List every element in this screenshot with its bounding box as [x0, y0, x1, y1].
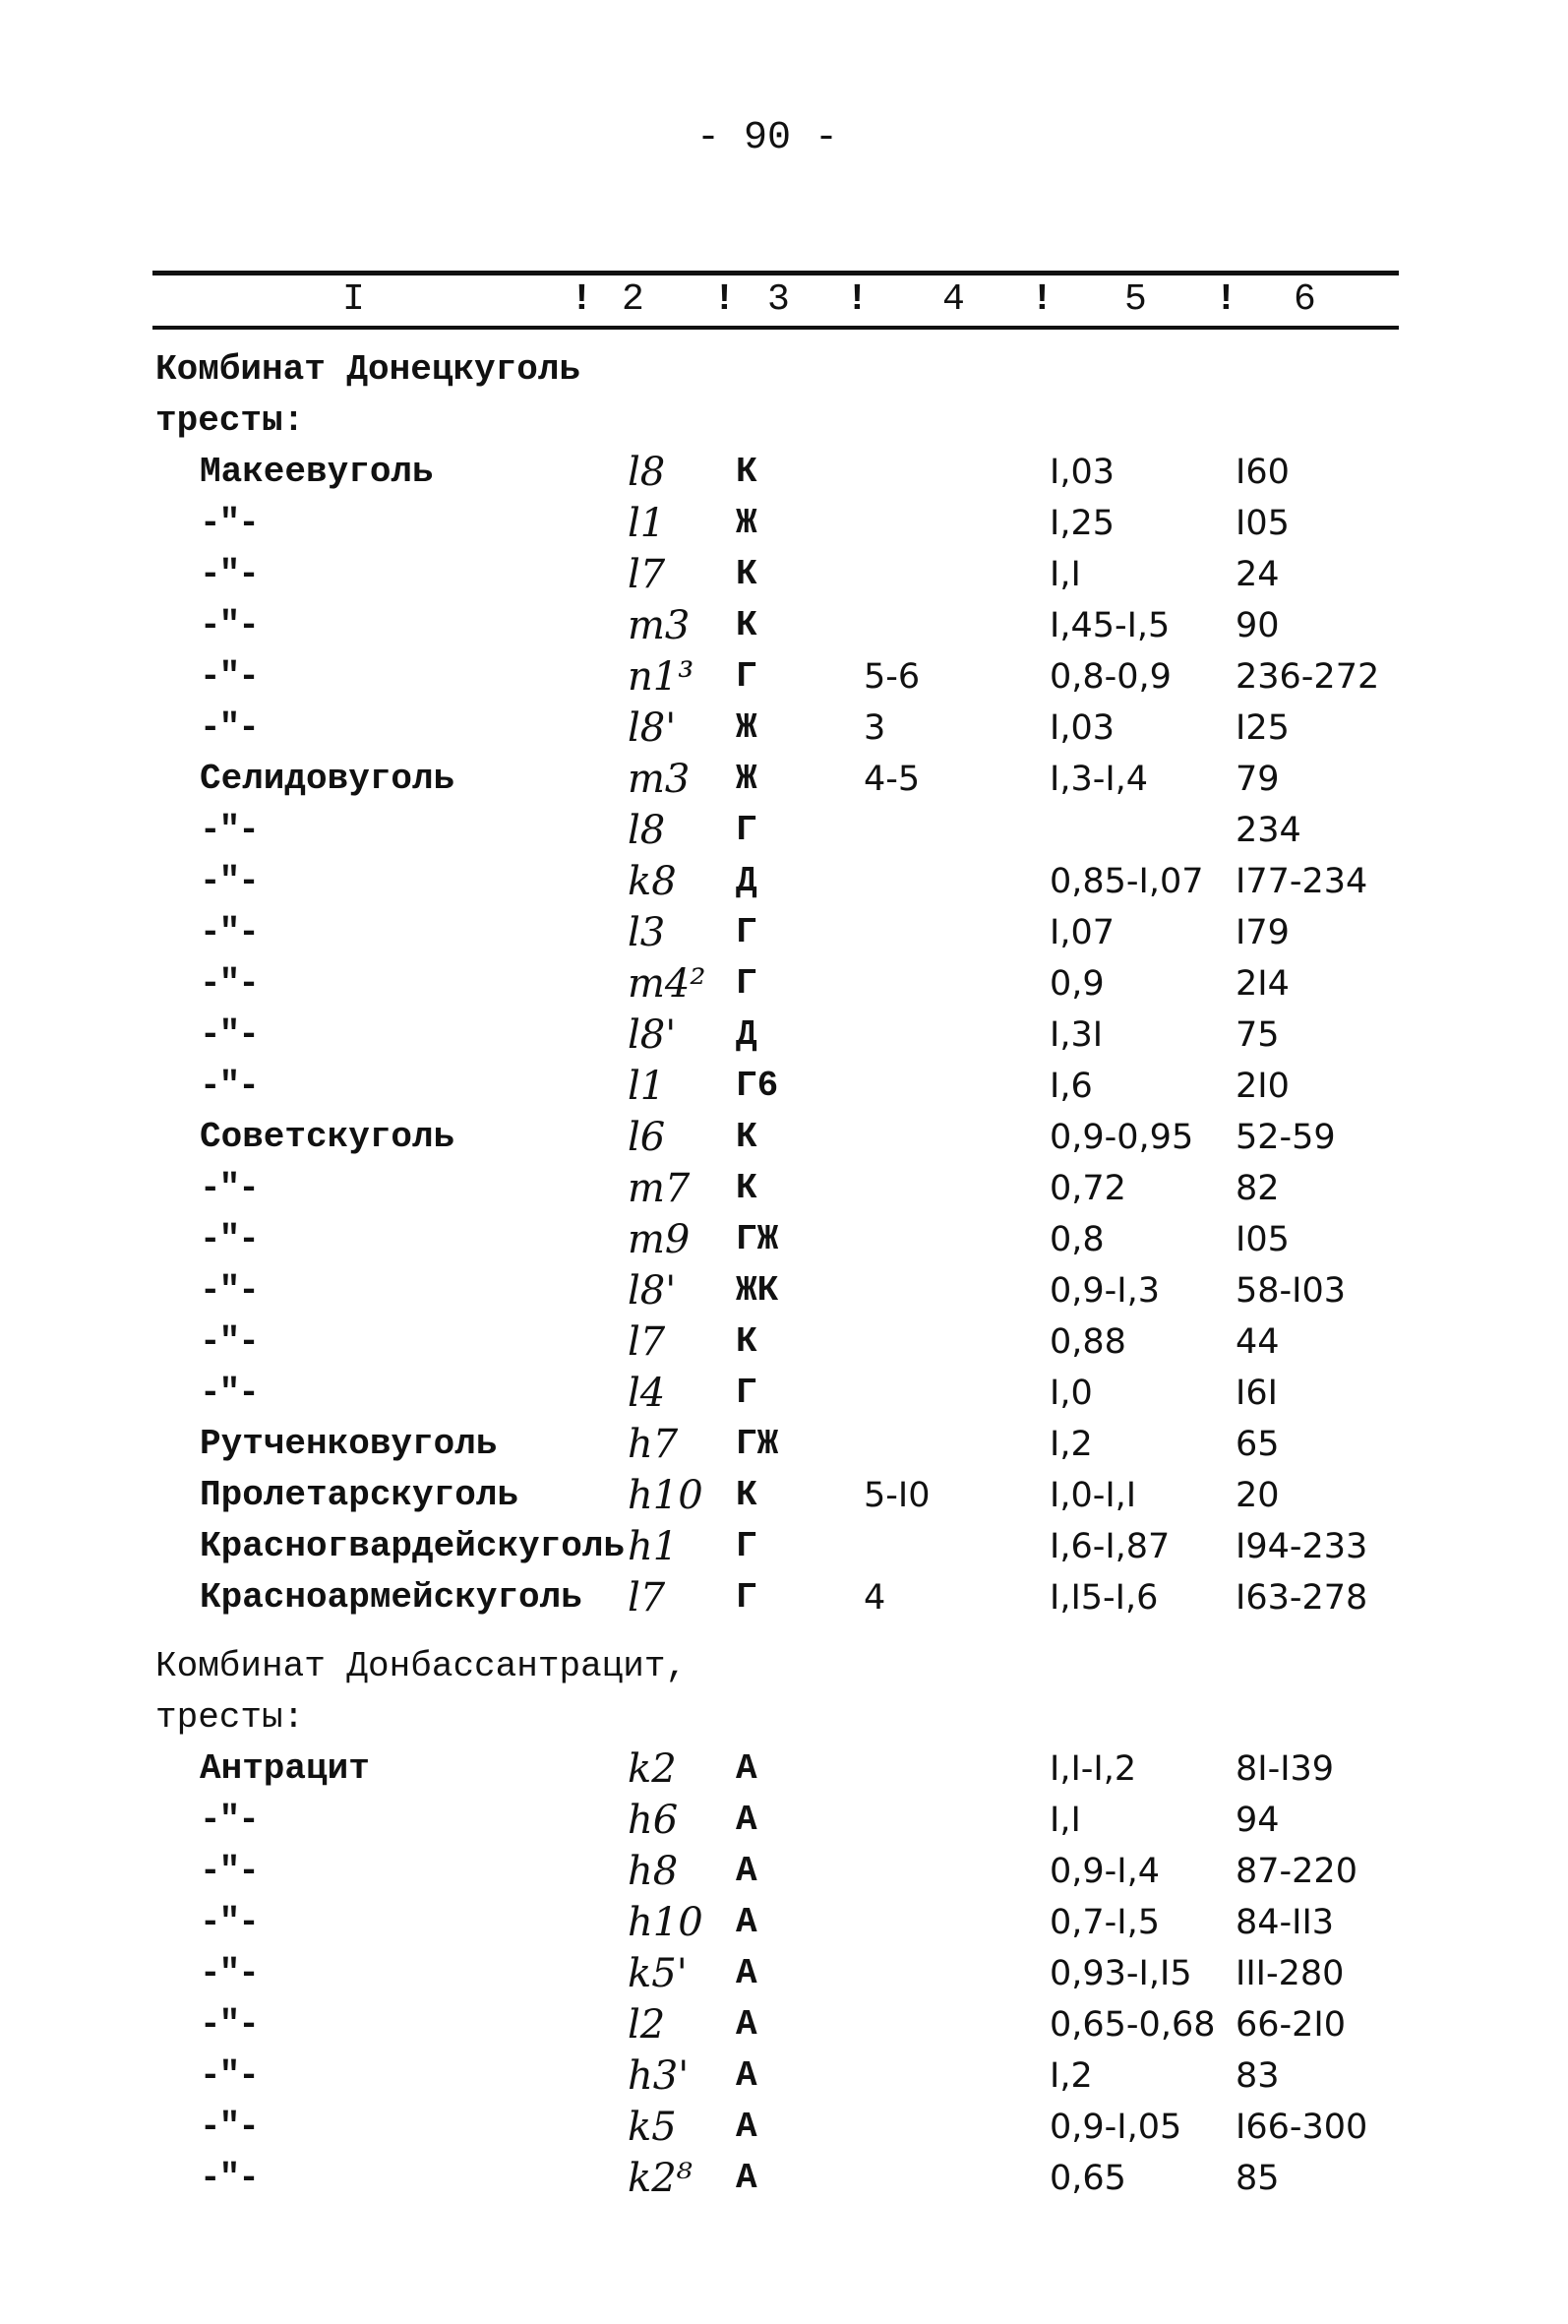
cell-col-6: 87-220 — [1236, 1852, 1357, 1891]
cell-col-5: 0,72 — [1050, 1169, 1126, 1208]
cell-col-6: 236-272 — [1236, 657, 1380, 697]
cell-coal-grade: Г — [736, 912, 757, 952]
cell-coal-grade: Г — [736, 1577, 757, 1618]
cell-col-5: I,I-I,2 — [1050, 1749, 1137, 1789]
cell-col-6: I6I — [1236, 1374, 1278, 1413]
table-header-rule — [152, 326, 1399, 330]
cell-trust-name: Селидовуголь — [200, 759, 455, 799]
header-separator: ! — [1031, 278, 1054, 321]
table-row — [0, 549, 1568, 600]
cell-trust-name: -"- — [200, 605, 258, 645]
cell-col-5: 0,8 — [1050, 1220, 1105, 1259]
cell-col-5: I,I — [1050, 555, 1081, 594]
table-row — [0, 1112, 1568, 1163]
cell-trust-name: -"- — [200, 1373, 258, 1413]
cell-col-6: 94 — [1236, 1801, 1280, 1840]
cell-trust-name: Рутченковуголь — [200, 1424, 498, 1464]
cell-col-4: 4 — [864, 1578, 886, 1618]
table-row — [0, 1743, 1568, 1795]
group-title-text: тресты: — [155, 400, 305, 441]
cell-col-6: 58-I03 — [1236, 1271, 1347, 1311]
cell-coal-grade: А — [736, 1748, 757, 1789]
cell-seam: l8 — [628, 450, 666, 495]
table-row — [0, 805, 1568, 856]
cell-coal-grade: Г — [736, 1373, 757, 1413]
cell-coal-grade: А — [736, 1953, 757, 1993]
cell-col-6: 85 — [1236, 2159, 1280, 2198]
cell-seam: h7 — [628, 1422, 679, 1467]
cell-col-6: I79 — [1236, 913, 1290, 952]
table-row — [0, 1897, 1568, 1948]
cell-seam: l2 — [628, 2002, 666, 2048]
table-row — [0, 1419, 1568, 1470]
cell-seam: m9 — [628, 1217, 691, 1262]
table-row — [0, 1061, 1568, 1112]
cell-seam: l4 — [628, 1371, 666, 1416]
cell-coal-grade: А — [736, 1851, 757, 1891]
cell-seam: l7 — [628, 552, 666, 597]
table-row — [0, 1572, 1568, 1623]
table-row — [0, 600, 1568, 651]
cell-trust-name: Антрацит — [200, 1748, 370, 1789]
cell-coal-grade: Ж — [736, 759, 757, 799]
cell-col-6: 66-2I0 — [1236, 2005, 1347, 2045]
table-row — [0, 1521, 1568, 1572]
cell-col-6: 2I4 — [1236, 964, 1290, 1004]
cell-col-5: 0,85-I,07 — [1050, 862, 1204, 901]
table-row — [0, 1470, 1568, 1521]
header-col-2: 2 — [622, 278, 644, 321]
cell-seam: h10 — [628, 1900, 703, 1945]
cell-col-4: 3 — [864, 708, 886, 748]
cell-coal-grade: Д — [736, 861, 757, 901]
table-row — [0, 447, 1568, 498]
table-row — [0, 754, 1568, 805]
cell-coal-grade: К — [736, 605, 757, 645]
cell-coal-grade: ГЖ — [736, 1219, 779, 1259]
cell-coal-grade: А — [736, 1800, 757, 1840]
cell-col-6: 75 — [1236, 1015, 1280, 1055]
cell-coal-grade: Г — [736, 656, 757, 697]
cell-seam: l8' — [628, 1268, 677, 1314]
cell-seam: m3 — [628, 757, 691, 802]
cell-trust-name: -"- — [200, 1014, 258, 1055]
cell-trust-name: -"- — [200, 656, 258, 697]
cell-coal-grade: Г — [736, 810, 757, 850]
cell-seam: h3' — [628, 2053, 690, 2099]
cell-coal-grade: Ж — [736, 503, 757, 543]
cell-col-4: 5-I0 — [864, 1476, 931, 1515]
cell-seam: h10 — [628, 1473, 703, 1518]
cell-coal-grade: Г — [736, 1526, 757, 1566]
cell-seam: k5' — [628, 1951, 688, 1996]
table-row — [0, 1368, 1568, 1419]
cell-trust-name: -"- — [200, 912, 258, 952]
header-col-3: 3 — [767, 278, 790, 321]
cell-trust-name: -"- — [200, 1953, 258, 1993]
cell-seam: l8' — [628, 1012, 677, 1058]
cell-col-5: I,03 — [1050, 708, 1115, 748]
cell-seam: l8' — [628, 705, 677, 751]
cell-coal-grade: К — [736, 1168, 757, 1208]
cell-coal-grade: Д — [736, 1014, 757, 1055]
cell-col-6: 52-59 — [1236, 1118, 1336, 1157]
cell-seam: l3 — [628, 910, 666, 955]
cell-seam: h1 — [628, 1524, 679, 1569]
cell-col-5: I,03 — [1050, 453, 1115, 492]
header-separator: ! — [846, 278, 869, 321]
cell-trust-name: Красногвардейскуголь — [200, 1526, 626, 1566]
cell-trust-name: -"- — [200, 2055, 258, 2096]
cell-seam: k5 — [628, 2105, 677, 2150]
cell-coal-grade: К — [736, 1117, 757, 1157]
cell-col-6: III-280 — [1236, 1954, 1345, 1993]
cell-col-5: 0,7-I,5 — [1050, 1903, 1161, 1942]
table-row — [0, 2153, 1568, 2204]
cell-coal-grade: Ж — [736, 707, 757, 748]
cell-seam: l6 — [628, 1115, 666, 1160]
cell-seam: l1 — [628, 501, 666, 546]
cell-seam: k2 — [628, 1746, 677, 1792]
group-title-text: Комбинат Донбассантрацит, — [155, 1646, 688, 1686]
header-separator: ! — [571, 278, 593, 321]
table-row — [0, 958, 1568, 1009]
cell-col-5: I,I5-I,6 — [1050, 1578, 1159, 1618]
cell-col-6: I60 — [1236, 453, 1290, 492]
header-col-4: 4 — [942, 278, 965, 321]
cell-seam: m7 — [628, 1166, 691, 1211]
cell-col-5: 0,65-0,68 — [1050, 2005, 1216, 2045]
cell-trust-name: -"- — [200, 1066, 258, 1106]
cell-col-6: 2I0 — [1236, 1067, 1290, 1106]
cell-trust-name: -"- — [200, 2107, 258, 2147]
cell-coal-grade: К — [736, 452, 757, 492]
cell-coal-grade: А — [736, 2004, 757, 2045]
cell-trust-name: -"- — [200, 1902, 258, 1942]
group-title-text: Комбинат Донецкуголь — [155, 349, 581, 390]
cell-trust-name: -"- — [200, 554, 258, 594]
cell-col-6: 83 — [1236, 2056, 1280, 2096]
cell-col-5: I,3-I,4 — [1050, 760, 1149, 799]
header-separator: ! — [1215, 278, 1237, 321]
cell-col-4: 5-6 — [864, 657, 921, 697]
cell-col-6: 90 — [1236, 606, 1280, 645]
cell-coal-grade: Г6 — [736, 1066, 779, 1106]
cell-col-5: I,0 — [1050, 1374, 1093, 1413]
cell-trust-name: -"- — [200, 963, 258, 1004]
header-col-5: 5 — [1124, 278, 1147, 321]
cell-col-4: 4-5 — [864, 760, 921, 799]
table-row — [0, 1795, 1568, 1846]
cell-trust-name: -"- — [200, 707, 258, 748]
page-number: - 90 - — [695, 116, 839, 160]
cell-col-5: 0,93-I,I5 — [1050, 1954, 1192, 1993]
cell-col-6: 79 — [1236, 760, 1280, 799]
cell-col-5: I,2 — [1050, 2056, 1093, 2096]
group-title-text: тресты: — [155, 1697, 305, 1738]
table-row — [0, 1265, 1568, 1316]
cell-col-5: 0,9 — [1050, 964, 1105, 1004]
cell-seam: l7 — [628, 1319, 666, 1365]
cell-col-6: I94-233 — [1236, 1527, 1368, 1566]
cell-seam: m4² — [628, 961, 706, 1007]
cell-col-5: 0,88 — [1050, 1322, 1126, 1362]
cell-col-5: I,25 — [1050, 504, 1115, 543]
table-row — [0, 703, 1568, 754]
cell-trust-name: -"- — [200, 2004, 258, 2045]
cell-col-5: 0,9-0,95 — [1050, 1118, 1194, 1157]
table-row — [0, 1009, 1568, 1061]
cell-trust-name: Пролетарскуголь — [200, 1475, 519, 1515]
table-row — [0, 498, 1568, 549]
table-row — [0, 1999, 1568, 2050]
cell-trust-name: -"- — [200, 1270, 258, 1311]
table-row — [0, 1948, 1568, 1999]
cell-col-6: I05 — [1236, 1220, 1290, 1259]
cell-col-5: I,6-I,87 — [1050, 1527, 1171, 1566]
cell-trust-name: Макеевуголь — [200, 452, 434, 492]
cell-col-5: I,45-I,5 — [1050, 606, 1171, 645]
cell-col-6: 24 — [1236, 555, 1280, 594]
cell-coal-grade: ЖК — [736, 1270, 779, 1311]
cell-col-6: I77-234 — [1236, 862, 1368, 901]
table-row — [0, 651, 1568, 703]
cell-seam: h6 — [628, 1798, 679, 1843]
cell-trust-name: -"- — [200, 503, 258, 543]
cell-trust-name: Советскуголь — [200, 1117, 455, 1157]
cell-seam: k2⁸ — [628, 2156, 693, 2201]
table-row — [0, 2102, 1568, 2153]
table-row — [0, 1163, 1568, 1214]
cell-seam: l7 — [628, 1575, 666, 1621]
cell-col-6: I63-278 — [1236, 1578, 1368, 1618]
header-col-6: 6 — [1294, 278, 1316, 321]
group-title — [0, 344, 1568, 396]
cell-trust-name: -"- — [200, 1321, 258, 1362]
cell-col-6: I66-300 — [1236, 2108, 1368, 2147]
cell-coal-grade: Г — [736, 963, 757, 1004]
cell-trust-name: -"- — [200, 1168, 258, 1208]
cell-col-5: I,2 — [1050, 1425, 1093, 1464]
table-row — [0, 1846, 1568, 1897]
cell-trust-name: -"- — [200, 810, 258, 850]
cell-trust-name: Красноармейскуголь — [200, 1577, 582, 1618]
cell-col-5: 0,9-I,05 — [1050, 2108, 1182, 2147]
cell-col-5: I,6 — [1050, 1067, 1093, 1106]
cell-coal-grade: А — [736, 2055, 757, 2096]
cell-trust-name: -"- — [200, 1219, 258, 1259]
cell-coal-grade: А — [736, 2158, 757, 2198]
cell-col-5: I,0-I,I — [1050, 1476, 1137, 1515]
cell-col-5: 0,65 — [1050, 2159, 1126, 2198]
cell-coal-grade: А — [736, 1902, 757, 1942]
cell-col-5: 0,9-I,3 — [1050, 1271, 1161, 1311]
group-title — [0, 1641, 1568, 1692]
cell-col-6: 20 — [1236, 1476, 1280, 1515]
cell-trust-name: -"- — [200, 1851, 258, 1891]
cell-col-6: 44 — [1236, 1322, 1280, 1362]
cell-seam: l1 — [628, 1064, 666, 1109]
cell-col-6: 234 — [1236, 811, 1301, 850]
cell-col-5: 0,9-I,4 — [1050, 1852, 1161, 1891]
cell-coal-grade: К — [736, 554, 757, 594]
cell-col-6: 8I-I39 — [1236, 1749, 1335, 1789]
cell-col-6: I25 — [1236, 708, 1290, 748]
cell-trust-name: -"- — [200, 861, 258, 901]
table-row — [0, 1316, 1568, 1368]
cell-coal-grade: А — [736, 2107, 757, 2147]
table-row — [0, 1214, 1568, 1265]
cell-col-6: I05 — [1236, 504, 1290, 543]
cell-seam: n1³ — [628, 654, 694, 700]
cell-coal-grade: ГЖ — [736, 1424, 779, 1464]
table-row — [0, 856, 1568, 907]
cell-seam: k8 — [628, 859, 677, 904]
cell-trust-name: -"- — [200, 1800, 258, 1840]
table-top-rule — [152, 271, 1399, 275]
cell-col-6: 65 — [1236, 1425, 1280, 1464]
cell-seam: l8 — [628, 808, 666, 853]
cell-col-6: 82 — [1236, 1169, 1280, 1208]
header-col-1: I — [342, 278, 365, 321]
group-title — [0, 396, 1568, 447]
group-title — [0, 1692, 1568, 1743]
cell-col-6: 84-II3 — [1236, 1903, 1335, 1942]
cell-col-5: I,07 — [1050, 913, 1115, 952]
cell-coal-grade: К — [736, 1321, 757, 1362]
cell-trust-name: -"- — [200, 2158, 258, 2198]
cell-seam: h8 — [628, 1849, 679, 1894]
table-row — [0, 2050, 1568, 2102]
cell-coal-grade: К — [736, 1475, 757, 1515]
cell-col-5: I,I — [1050, 1801, 1081, 1840]
cell-col-5: 0,8-0,9 — [1050, 657, 1172, 697]
cell-col-5: I,3I — [1050, 1015, 1104, 1055]
cell-seam: m3 — [628, 603, 691, 648]
header-separator: ! — [713, 278, 736, 321]
table-row — [0, 907, 1568, 958]
